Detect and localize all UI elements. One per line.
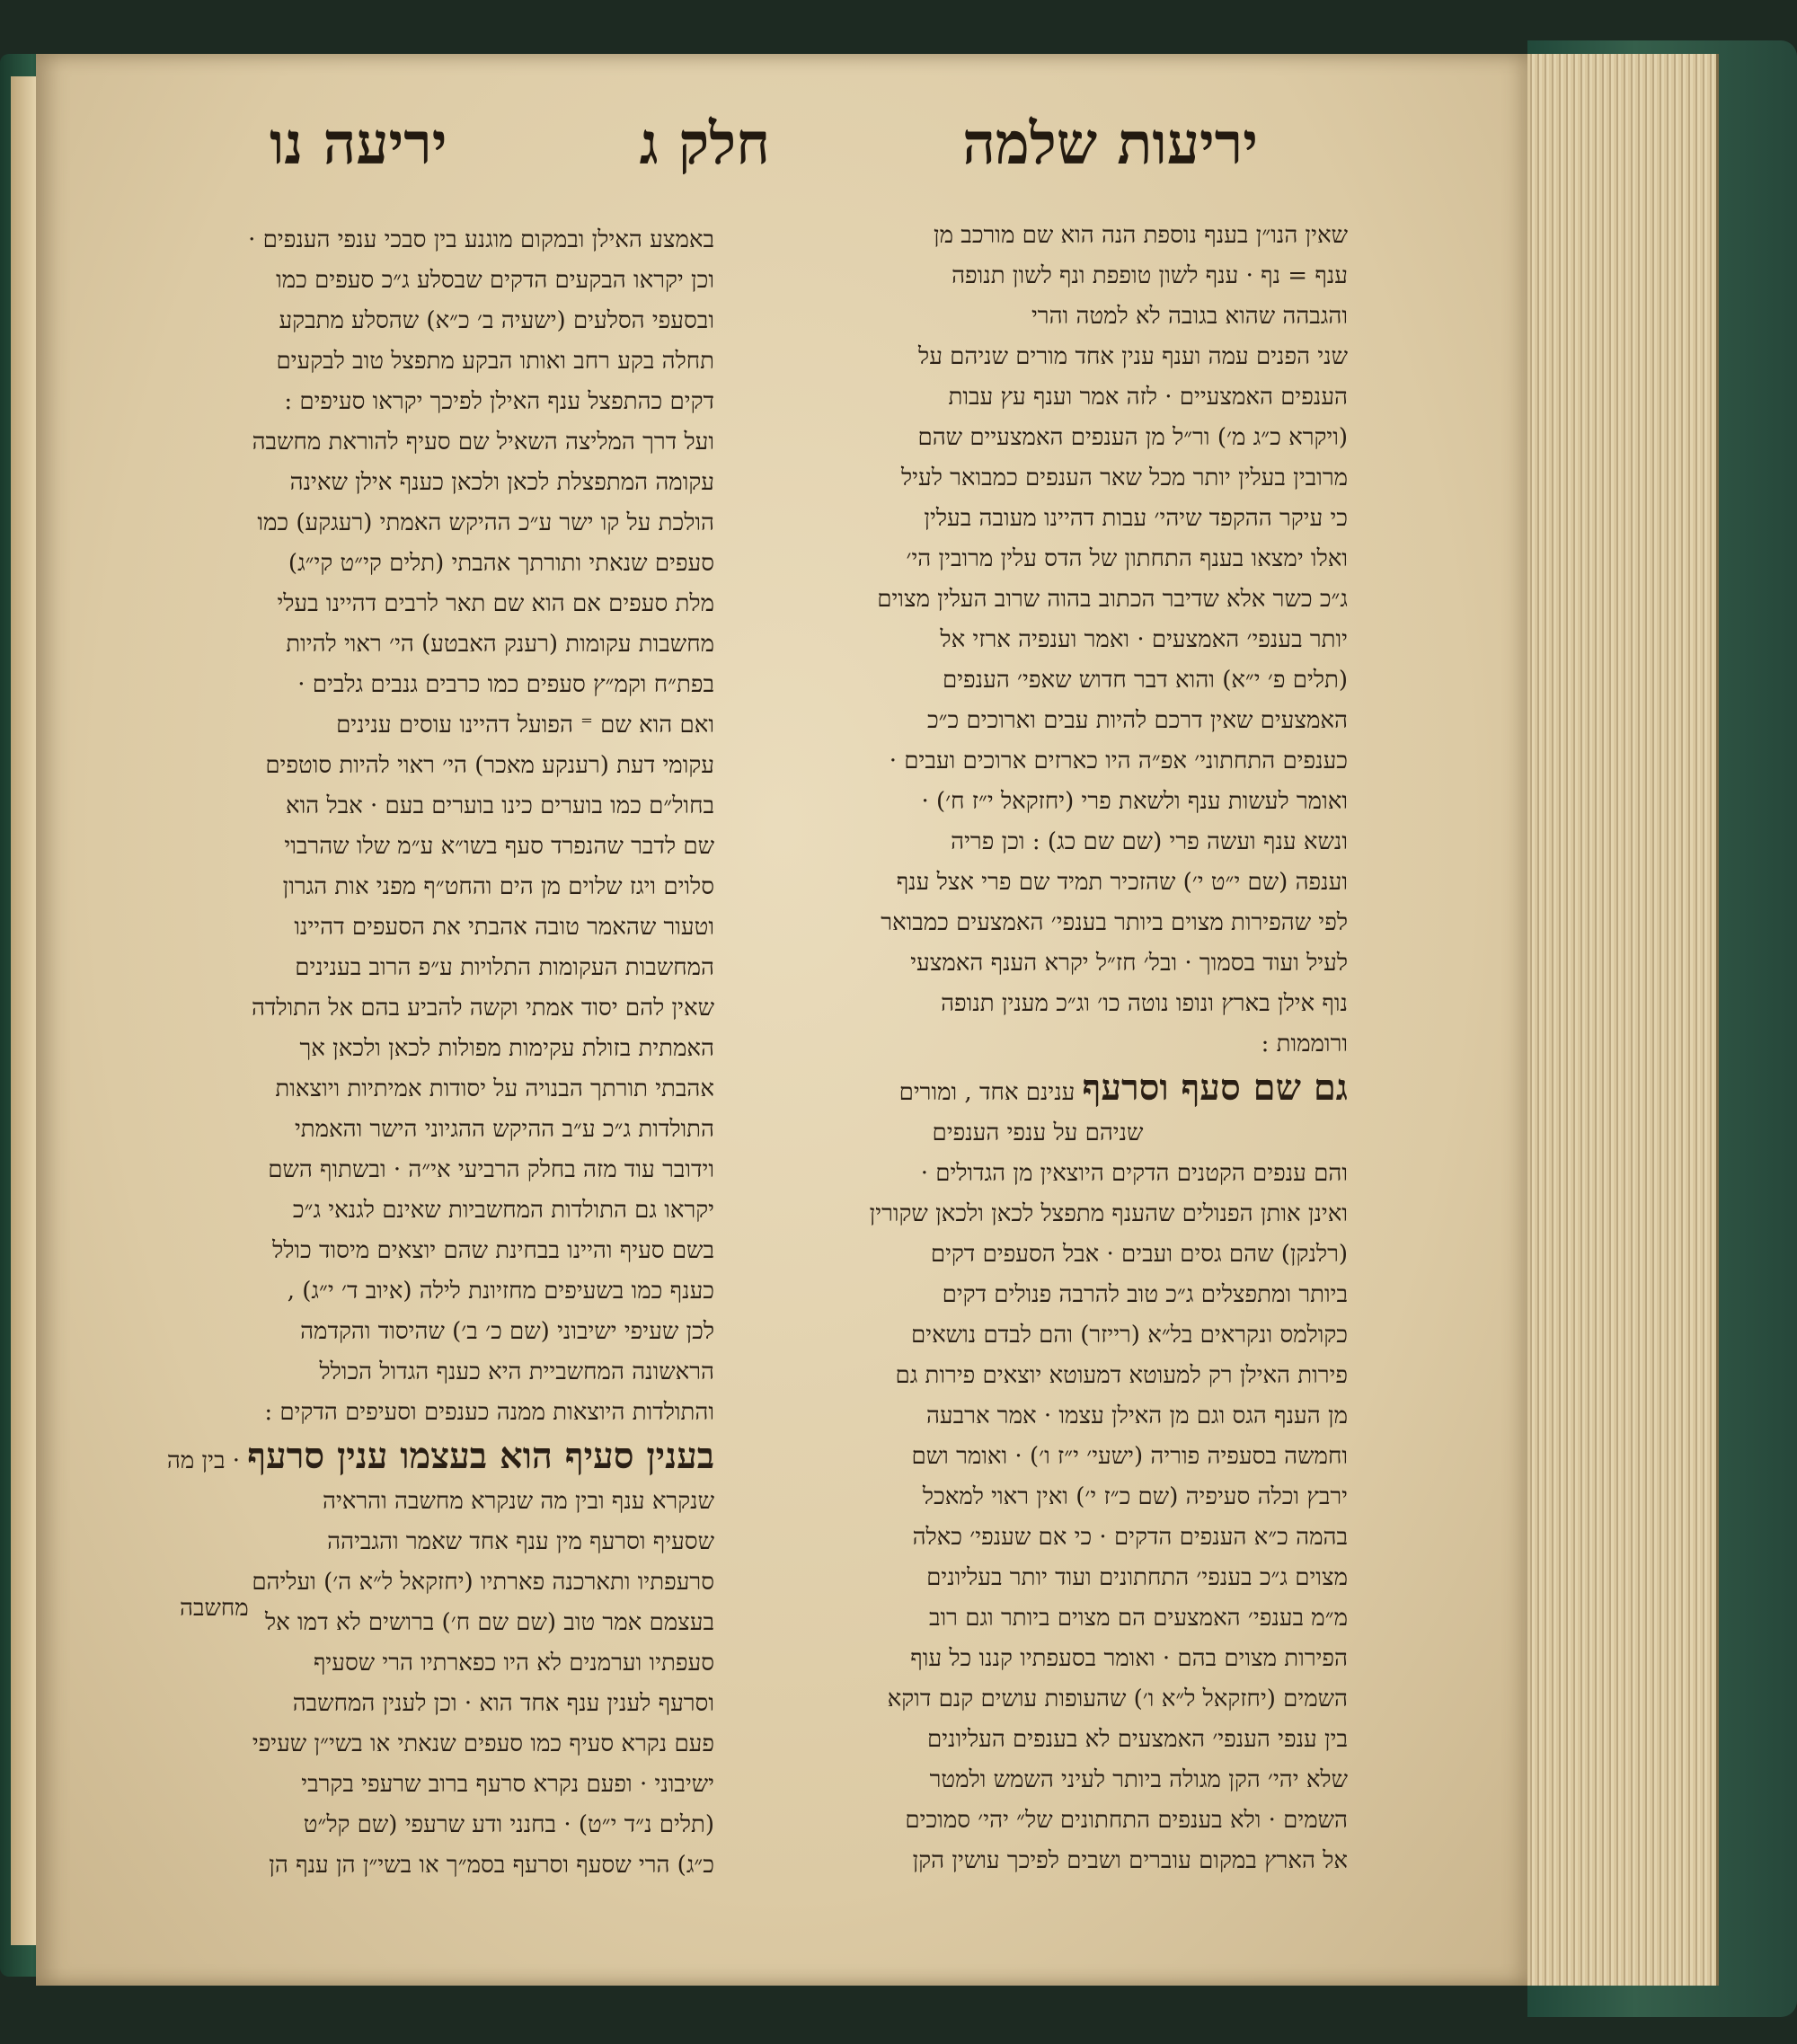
- text-line: באמצע האילן ובמקום מוגנע בין סבכי ענפי הענפים ·: [248, 226, 714, 253]
- text-line: בעצמם אמר טוב (שם שם ח׳) ברושים לא דמו אל: [264, 1609, 714, 1636]
- text-line: מן הענף הגס וגם מן האילן עצמו · אמר ארבעה: [925, 1402, 1348, 1429]
- text-line: שלא יהי׳ הקן מגולה ביותר לעיני השמש ולמטר: [929, 1766, 1348, 1793]
- text-line: השמים (יחזקאל ל״א ו׳) שהעופות עושים קנם דוקא: [887, 1686, 1348, 1712]
- text-line: ביותר ומתפצלים ג״כ טוב להרבה פנולים דקים: [942, 1281, 1348, 1308]
- text-line: נוף אילן בארץ ונופו נוטה כו׳ וג״כ מענין תנופה: [941, 990, 1348, 1017]
- facing-page-edge: [11, 76, 38, 1945]
- entry-heading: בענין סעיף הוא בעצמו ענין סרעף: [247, 1435, 714, 1477]
- text-line: מצוים ג״כ בענפי׳ התחתונים ועוד יותר בעליונים: [926, 1564, 1348, 1591]
- text-line: לכן שעיפי ישיבוני (שם כ׳ ב׳) שהיסוד והקדמה: [300, 1318, 714, 1345]
- entry-heading-continuation: · בין מה: [166, 1447, 241, 1474]
- text-line: ג״כ כשר אלא שדיבר הכתוב בהוה שרוב העלין מצוים: [877, 586, 1348, 613]
- text-line: סעפים שנאתי ותורתך אהבתי (תלים קי״ט קי״ג): [288, 550, 714, 577]
- text-line: בין ענפי הענפי׳ האמצעים לא בענפים העליונים: [926, 1726, 1348, 1753]
- text-line: הפירות מצוים בהם · ואומר בסעפתיו קננו כל עוף: [910, 1645, 1348, 1672]
- entry-heading-line: [728, 1065, 1348, 1113]
- text-line: וענפה (שם י״ט י׳) שהזכיר תמיד שם פרי אצל ענף: [896, 869, 1348, 896]
- text-line: ורוממות :: [1261, 1031, 1348, 1057]
- text-line: ירבץ וכלה סעיפיה (שם כ״ז י׳) ואין ראוי למאכל: [922, 1483, 1348, 1510]
- text-line: המחשבות העקומות התלויות ע״פ הרוב בענינים: [295, 954, 714, 981]
- text-line: סעפתיו וערמנים לא היו כפארתיו הרי שסעיף: [313, 1650, 714, 1677]
- text-line: דקים כהתפצל ענף האילן לפיכך יקראו סעיפים :: [284, 388, 714, 415]
- text-line: וסרעף לענין ענף אחד הוא · וכן לענין המחשבה: [292, 1690, 714, 1717]
- text-line: כי עיקר ההקפד שיהי׳ עבות דהיינו מעובה בעלין: [924, 505, 1348, 532]
- text-line: וחמשה בסעפיה פוריה (ישעי׳ י״ז ו׳) · ואומר ושם: [911, 1443, 1348, 1470]
- text-line: מ״מ בענפי׳ האמצעים הם מצוים ביותר וגם רוב: [929, 1605, 1348, 1632]
- text-line: פירות האילן רק למעוטא דמעוטא יוצאים פירות גם: [895, 1362, 1348, 1389]
- text-line: התולדות ג״כ ע״ב ההיקש ההגיוני הישר והאמתי: [294, 1116, 714, 1143]
- text-line: ובסעפי הסלעים (ישעיה ב׳ כ״א) שהסלע מתבקע: [279, 307, 714, 334]
- header-entry: יריעה נו: [270, 110, 447, 178]
- text-line: עקומי דעת (רענקע מאכר) הי׳ ראוי להיות סוטפים: [265, 752, 714, 779]
- text-line: ונשא ענף ועשה פרי (שם שם כג) : וכן פריה: [951, 828, 1348, 855]
- text-column-right: [728, 216, 1348, 1881]
- text-line: ועל דרך המליצה השאיל שם סעיף להוראת מחשבה: [252, 429, 714, 456]
- text-line: (רלנקן) שהם גסים ועבים · אבל הסעפים דקים: [930, 1241, 1348, 1268]
- header-title: יריעות שלמה: [962, 110, 1258, 178]
- text-column-left: [85, 220, 714, 1886]
- entry-heading: גם שם סעף וסרעף: [1082, 1066, 1348, 1109]
- text-line: בשם סעיף והיינו בבחינת שהם יוצאים מיסוד כולל: [272, 1237, 714, 1264]
- text-line: יותר בענפי׳ האמצעים · ואמר וענפיה ארזי אל: [940, 626, 1348, 653]
- text-line: הענפים האמצעיים · לזה אמר וענף עץ עבות: [948, 384, 1348, 411]
- text-line: שאין הנו״ן בענף נוספת הנה הוא שם מורכב מן: [933, 222, 1348, 249]
- text-line: ישיבוני · ופעם נקרא סרעף ברוב שרעפי בקרבי: [301, 1771, 714, 1798]
- catchword: מחשבה: [180, 1595, 249, 1622]
- text-line: מלת סעפים אם הוא שם תאר לרבים דהיינו בעלי: [277, 590, 714, 617]
- text-line: מחשבות עקומות (רענק האבטע) הי׳ ראוי להיות: [286, 631, 714, 658]
- text-line: (תלים פ׳ י״א) והוא דבר חדוש שאפי׳ הענפים: [943, 667, 1348, 694]
- text-line: בהמה כ״א הענפים הדקים · כי אם שענפי׳ כאלה: [912, 1524, 1348, 1551]
- text-line: וידובר עוד מזה בחלק הרביעי אי״ה · ובשתוף השם: [268, 1156, 714, 1183]
- text-line: (ויקרא כ״ג מ׳) ור״ל מן הענפים האמצעיים שהם: [917, 424, 1348, 451]
- text-line: וכן יקראו הבקעים הדקים שבסלע ג״כ סעפים כמו: [276, 267, 714, 294]
- text-line: שני הפנים עמה וענף ענין אחד מורים שניהם על: [918, 343, 1348, 370]
- text-line: והתולדות היוצאות ממנה כענפים וסעיפים הדקים :: [264, 1399, 714, 1426]
- text-line: הולכת על קו ישר ע״כ ההיקש האמתי (רעגקע) כמו: [257, 509, 714, 536]
- text-line: ואומר לעשות ענף ולשאת פרי (יחזקאל י״ז ח׳) ·: [921, 788, 1348, 815]
- text-line: מרובין בעלין יותר מכל שאר הענפים כמבואר לעיל: [901, 465, 1348, 491]
- text-line: השמים · ולא בענפים התחתונים של״ יהי׳ סמוכים: [905, 1807, 1348, 1834]
- text-line: כענף כמו בשעיפים מחזיונת לילה (איוב ד׳ י״ג) ,: [287, 1278, 714, 1305]
- text-line: בפת״ח וקמ״ץ סעפים כמו כרבים גנבים גלבים ·: [297, 671, 714, 698]
- text-line: כקולמס ונקראים בל״א (רייזר) והם לבדם נושאים: [911, 1322, 1348, 1349]
- text-line: לפי שהפירות מצוים ביותר בענפי׳ האמצעים כמבואר: [881, 909, 1348, 936]
- text-line: כ״ג) הרי שסעף וסרעף בסמ״ך או בשי״ן הן ענף הן: [269, 1852, 714, 1879]
- text-line: שנקרא ענף ובין מה שנקרא מחשבה והראיה: [323, 1488, 714, 1515]
- text-line: והם ענפים הקטנים הדקים היוצאין מן הגדולים ·: [920, 1160, 1348, 1187]
- text-line: (תלים נ״ד י״ט) · בחנני ודע שרעפי (שם קל״ט: [303, 1811, 714, 1838]
- text-line: לעיל ועוד בסמוך · ובל׳ חז״ל יקרא הענף האמצעי: [910, 950, 1348, 977]
- text-line: ואינן אותן הפנולים שהענף מתפצל לכאן ולכאן שקורין: [869, 1200, 1348, 1227]
- text-line: עקומה המתפצלת לכאן ולכאן כענף אילן שאינה: [289, 469, 714, 496]
- text-line: אהבתי תורתך הבנויה על יסודות אמיתיות ויוצאות: [275, 1075, 714, 1102]
- text-line: סרעפתיו ותארכנה פארתיו (יחזקאל ל״א ה׳) ועליהם: [252, 1569, 714, 1596]
- text-line: כענפים התחתוני׳ אפ״ה היו כארזים ארוכים ועבים ·: [889, 748, 1348, 774]
- text-line: יקראו גם התולדות המחשביות שאינם לגנאי ג״כ: [292, 1197, 714, 1224]
- text-line: בחול״ם כמו בוערים כינו בוערים בעם · אבל הוא: [285, 792, 714, 819]
- text-line: הראשונה המחשביית היא כענף הגדול הכולל: [319, 1358, 714, 1385]
- text-line: שסעיף וסרעף מין ענף אחד שאמר והגביהה: [327, 1528, 714, 1555]
- header-section: חלק ג: [639, 110, 771, 178]
- text-line: האמצעים שאין דרכם להיות עבים וארוכים כ״כ: [926, 707, 1348, 734]
- text-line: תחלה בקע רחב ואותו הבקע מתפצל טוב לבקעים: [276, 348, 714, 375]
- text-line: ענף = נף · ענף לשון טופפת ונף לשון תנופה: [952, 262, 1348, 289]
- page-block-edge: [1527, 54, 1719, 1986]
- entry-heading-continuation: ענינם אחד , ומורים: [898, 1079, 1076, 1106]
- text-line: והגבהה שהוא בגובה לא למטה והרי: [1031, 303, 1348, 330]
- text-line: ואם הוא שם ⁼ הפועל דהיינו עוסים ענינים: [336, 712, 714, 739]
- entry-heading-line: [85, 1433, 714, 1482]
- text-line: שניהם על ענפי הענפים: [932, 1119, 1144, 1146]
- text-line: שם לדבר שהנפרד סעף בשו״א ע״מ שלו שהרבוי: [284, 833, 714, 860]
- text-line: ואלו ימצאו בענף התחתון של הדס עלין מרובין הי׳: [906, 545, 1348, 572]
- text-line: אל הארץ במקום עוברים ושבים לפיכך עושין הקן: [912, 1847, 1348, 1874]
- text-line: פעם נקרא סעיף כמו סעפים שנאתי או בשי״ן שעיפי: [252, 1730, 714, 1757]
- text-line: וטעור שהאמר טובה אהבתי את הסעפים דהיינו: [294, 914, 714, 941]
- running-header: [270, 94, 1258, 193]
- text-line: שאין להם יסוד אמתי וקשה להביע בהם אל התולדה: [251, 995, 714, 1022]
- text-line: האמתית בזולת עקימות מפולות לכאן ולכאן אך: [299, 1035, 714, 1062]
- text-line: סלוים ויגז שלוים מן הים והחט״ף מפני אות הגרון: [282, 873, 714, 900]
